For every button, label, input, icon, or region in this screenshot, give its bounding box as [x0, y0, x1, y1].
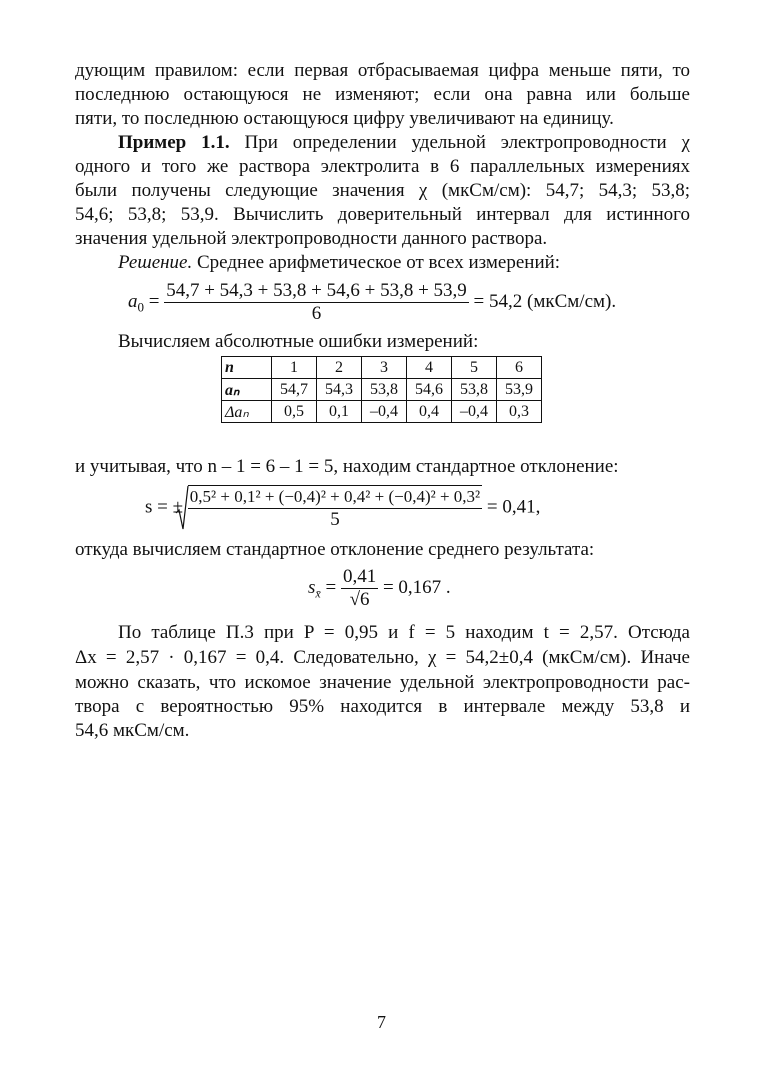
table-cell: 54,6: [407, 379, 452, 401]
eq2-lhs: s = ±: [145, 496, 184, 518]
page-number: 7: [377, 1012, 386, 1032]
table-cell: 5: [452, 357, 497, 379]
equation-mean: [128, 280, 688, 325]
text-p4: твора с вероятностью 95% находится в интервале между 53,8 и: [75, 696, 690, 717]
table-cell: 4: [407, 357, 452, 379]
and-line: и учитывая, что n – 1 = 6 – 1 = 5, находим стандартное отклонение:: [75, 456, 619, 477]
eq2-rhs: = 0,41,: [486, 496, 541, 518]
eq3-fraction: [341, 566, 378, 611]
table-cell: 53,8: [362, 379, 407, 401]
table-cell: 54,3: [317, 379, 362, 401]
table-cell: –0,4: [362, 401, 407, 423]
equation-stderr: [308, 566, 608, 611]
table-cell: 2: [317, 357, 362, 379]
table-header-n: n: [222, 357, 272, 379]
table-cell: 53,9: [497, 379, 542, 401]
solution-text: Среднее арифметическое от всех измерений:: [197, 252, 561, 273]
eq1-lhs: a: [128, 290, 138, 312]
eq1-sub: 0: [137, 299, 144, 315]
example-title: Пример 1.1.: [118, 132, 230, 153]
whence-line: откуда вычисляем стандартное отклонение среднего результата:: [75, 539, 595, 560]
eq3-numerator: 0,41: [342, 566, 377, 587]
eq1-eq: =: [148, 290, 160, 312]
eq1-numerator: 54,7 + 54,3 + 53,8 + 54,6 + 53,8 + 53,9: [166, 280, 467, 301]
table-cell: 1: [272, 357, 317, 379]
table-cell: 0,5: [272, 401, 317, 423]
error-table: [221, 356, 542, 423]
text-p2: Δx = 2,57 · 0,167 = 0,4. Следовательно, χ = 54,2±0,4 (мкСм/см). Иначе: [75, 647, 690, 668]
table-cell: 3: [362, 357, 407, 379]
sqrt-icon: [175, 485, 189, 531]
solution-label: Решение.: [118, 252, 193, 273]
eq1-rhs: = 54,2 (мкСм/см).: [473, 290, 617, 312]
eq3-denominator: √6: [349, 589, 370, 610]
solution-line: [118, 251, 690, 275]
text-p3: можно сказать, что искомое значение удельной электропроводности рас-: [75, 672, 690, 693]
text-p1: По таблице П.3 при P = 0,95 и f = 5 находим t = 2,57. Отсюда: [118, 622, 690, 643]
table-row-da: [222, 401, 542, 423]
eq2-numerator: 0,5² + 0,1² + (−0,4)² + 0,4² + (−0,4)² + 0,3²: [188, 486, 482, 509]
table-row-a: [222, 379, 542, 401]
example-text: При определении удельной электропроводности χ: [244, 132, 690, 153]
table-cell: 6: [497, 357, 542, 379]
table-cell: –0,4: [452, 401, 497, 423]
equation-stddev: [145, 485, 690, 531]
text-line-7: 54,6; 53,8; 53,9. Вычислить доверительный интервал для истинного: [75, 204, 690, 225]
text-line-2: последнюю остающуюся не изменяют; если она равна или больше: [75, 84, 690, 105]
text-line-3: пяти, то последнюю остающуюся цифру увеличивают на единицу.: [75, 108, 614, 129]
table-row-n: [222, 357, 542, 379]
text-line-8: значения удельной электропроводности данного раствора.: [75, 228, 548, 249]
table-header-da: Δaₙ: [222, 401, 272, 423]
table-cell: 0,4: [407, 401, 452, 423]
example-line: [118, 131, 690, 155]
eq1-denominator: 6: [311, 303, 322, 324]
abs-error-line: Вычисляем абсолютные ошибки измерений:: [118, 331, 479, 352]
table-header-a: aₙ: [222, 379, 272, 401]
text-line-1: дующим правилом: если первая отбрасываемая цифра меньше пяти, то: [75, 60, 690, 81]
table-cell: 54,7: [272, 379, 317, 401]
eq1-fraction: [164, 280, 469, 325]
eq3-sub: x̄: [315, 586, 321, 601]
eq2-denominator: 5: [330, 509, 340, 530]
eq3-lhs: s: [308, 576, 316, 598]
eq2-fraction: [188, 485, 482, 531]
eq2-sqrt: [188, 485, 482, 531]
table-cell: 0,3: [497, 401, 542, 423]
text-p5: 54,6 мкСм/см.: [75, 720, 190, 741]
text-line-6: были получены следующие значения χ (мкСм/см): 54,7; 54,3; 53,8;: [75, 180, 690, 201]
text-line-5: одного и того же раствора электролита в 6 параллельных измерениях: [75, 156, 690, 177]
table-cell: 0,1: [317, 401, 362, 423]
eq3-rhs: = 0,167 .: [382, 576, 451, 598]
table-cell: 53,8: [452, 379, 497, 401]
eq3-eq: =: [325, 576, 337, 598]
